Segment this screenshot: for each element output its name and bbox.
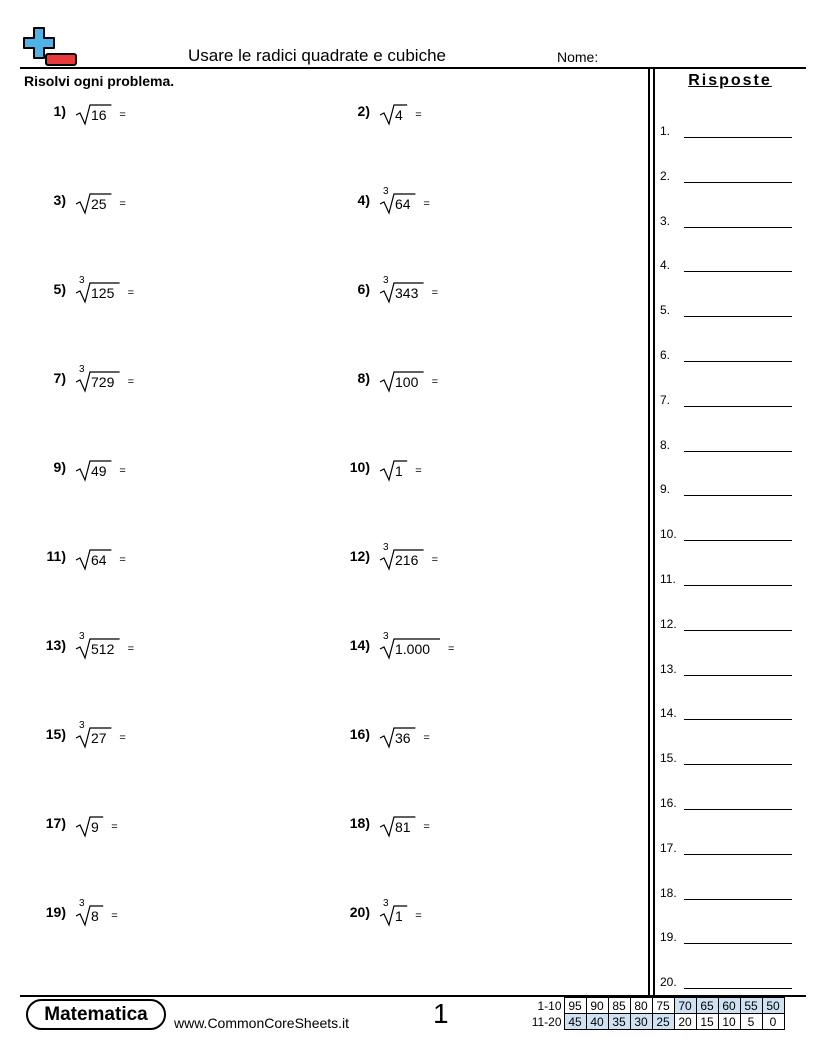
header-divider (20, 67, 806, 69)
radicand: 8 (91, 908, 99, 924)
score-cell: 35 (608, 1014, 630, 1030)
radical-expression (75, 364, 275, 397)
root-index: 3 (79, 275, 85, 286)
root-index: 3 (383, 631, 389, 642)
equals-sign: = (415, 910, 422, 922)
score-cell: 60 (718, 998, 740, 1014)
equals-sign: = (431, 376, 439, 388)
plus-minus-logo-icon (22, 24, 80, 68)
answer-blank[interactable] (660, 389, 792, 407)
equals-sign: = (127, 643, 135, 655)
root-index: 3 (383, 898, 389, 909)
answer-blank[interactable] (660, 792, 792, 810)
problem-number: 11) (46, 548, 66, 564)
answer-blank[interactable] (660, 434, 792, 452)
radicand: 100 (395, 374, 419, 390)
score-row (528, 998, 784, 1014)
problem-number: 10) (349, 459, 370, 475)
problem (342, 542, 622, 575)
root-index: 3 (79, 364, 85, 375)
score-cell: 50 (762, 998, 784, 1014)
answer-blank[interactable] (660, 478, 792, 496)
answer-blank[interactable] (660, 837, 792, 855)
score-cell: 90 (586, 998, 608, 1014)
root-index: 3 (79, 631, 85, 642)
problem (38, 812, 318, 842)
answer-number: 9. (660, 482, 671, 497)
answer-line[interactable] (684, 540, 792, 541)
answer-line[interactable] (684, 630, 792, 631)
answer-number: 1. (660, 124, 671, 138)
score-cell: 25 (652, 1014, 674, 1030)
score-cell: 15 (696, 1014, 718, 1030)
answer-blank[interactable] (660, 971, 792, 989)
score-range-label: 11-20 (531, 1014, 562, 1029)
answer-blank[interactable] (660, 926, 792, 944)
answer-number: 5. (660, 303, 671, 318)
radicand: 36 (395, 730, 411, 746)
answer-number: 14. (660, 706, 677, 721)
page-number: 1 (433, 998, 449, 1029)
radicand: 4 (395, 107, 403, 123)
answer-number: 11. (660, 572, 676, 586)
score-cell: 75 (652, 998, 674, 1014)
equals-sign: = (431, 287, 439, 299)
radicand: 729 (91, 374, 115, 390)
equals-sign: = (431, 554, 439, 566)
problem (342, 812, 622, 842)
radical-expression (379, 186, 579, 219)
problem (342, 631, 622, 664)
problem-number: 16) (349, 726, 370, 742)
problem-number: 14) (349, 637, 370, 653)
radical-expression (75, 545, 275, 575)
score-cell: 40 (586, 1014, 608, 1030)
score-cell: 55 (740, 998, 762, 1014)
equals-sign: = (119, 109, 126, 121)
problem (38, 631, 318, 664)
root-index: 3 (383, 275, 389, 286)
answer-line[interactable] (684, 227, 792, 228)
radical-expression (379, 456, 579, 486)
answer-line[interactable] (684, 899, 792, 900)
radical-expression (379, 367, 579, 397)
problem (342, 367, 622, 397)
answer-line[interactable] (684, 182, 792, 183)
problem-number: 20) (349, 904, 370, 920)
problem-number: 3) (53, 192, 66, 208)
problem (38, 275, 318, 308)
problem (38, 720, 318, 753)
answer-number: 20. (660, 975, 677, 990)
answer-blank[interactable] (660, 702, 792, 720)
answer-line[interactable] (684, 943, 792, 944)
answer-line[interactable] (684, 137, 792, 138)
problem (38, 898, 318, 931)
radical-expression (75, 898, 275, 931)
site-url: www.CommonCoreSheets.it (174, 1015, 350, 1031)
answer-line[interactable] (684, 271, 792, 272)
equals-sign: = (415, 465, 422, 477)
problem-number: 8) (357, 370, 370, 386)
answer-blank[interactable] (660, 613, 792, 631)
answer-blank[interactable] (660, 658, 792, 676)
root-index: 3 (79, 898, 85, 909)
radicand: 16 (91, 107, 107, 123)
answer-blank[interactable] (660, 299, 792, 317)
answer-number: 3. (660, 213, 671, 228)
radicand: 1 (395, 908, 403, 924)
column-divider-right (653, 69, 655, 996)
root-index: 3 (383, 186, 389, 197)
problem (38, 100, 318, 130)
equals-sign: = (111, 910, 118, 922)
score-cell: 10 (718, 1014, 740, 1030)
answer-number: 16. (660, 796, 677, 810)
answer-blank[interactable] (660, 882, 792, 900)
problem-number: 9) (53, 459, 66, 475)
equals-sign: = (423, 821, 430, 833)
answer-line[interactable] (684, 719, 792, 720)
radicand: 9 (91, 819, 99, 835)
problem (38, 364, 318, 397)
answer-blank[interactable] (660, 747, 792, 765)
problem-number: 13) (45, 637, 66, 653)
equals-sign: = (127, 376, 135, 388)
problem (38, 456, 318, 486)
answer-blank[interactable] (660, 344, 792, 362)
answer-blank[interactable] (660, 523, 792, 541)
answer-number: 17. (660, 840, 677, 855)
radical-expression (379, 898, 579, 931)
answer-number: 8. (660, 437, 671, 452)
score-cell: 80 (630, 998, 652, 1014)
problem (342, 723, 622, 753)
problem (38, 545, 318, 575)
problem (342, 898, 622, 931)
problem (342, 186, 622, 219)
answer-line[interactable] (684, 495, 792, 496)
problem-number: 2) (357, 103, 370, 119)
equals-sign: = (423, 198, 430, 210)
score-cell: 0 (762, 1014, 784, 1030)
radical-expression (379, 542, 579, 575)
problem-number: 5) (53, 281, 66, 297)
answer-line[interactable] (684, 809, 792, 810)
score-cell: 95 (564, 998, 586, 1014)
radicand: 81 (395, 819, 411, 835)
answer-number: 7. (660, 392, 671, 407)
root-index: 3 (383, 542, 389, 553)
answer-number: 6. (660, 348, 671, 362)
instructions: Risolvi ogni problema. (24, 73, 175, 89)
score-cell: 5 (740, 1014, 762, 1030)
problem-number: 6) (357, 281, 370, 297)
equals-sign: = (127, 287, 135, 299)
radicand: 49 (91, 463, 107, 479)
answer-line[interactable] (684, 854, 792, 855)
answer-line[interactable] (684, 406, 792, 407)
answers-title: Risposte (688, 72, 772, 89)
worksheet-title: Usare le radici quadrate e cubiche (188, 46, 446, 65)
radical-expression (379, 631, 579, 664)
radicand: 125 (91, 285, 115, 301)
equals-sign: = (415, 109, 422, 121)
answer-line[interactable] (684, 764, 792, 765)
radical-expression (75, 456, 275, 486)
radical-expression (75, 100, 275, 130)
score-range-label: 1-10 (537, 998, 562, 1013)
score-cell: 20 (674, 1014, 696, 1030)
radicand: 216 (395, 552, 419, 568)
radicand: 1 (395, 463, 403, 479)
problem (342, 456, 622, 486)
radicand: 1.000 (395, 641, 431, 657)
answer-number: 19. (660, 930, 677, 945)
radical-expression (379, 275, 579, 308)
score-cell: 30 (630, 1014, 652, 1030)
problem-number: 7) (53, 370, 66, 386)
radical-expression (379, 723, 579, 753)
answer-number: 2. (660, 168, 671, 183)
answer-line[interactable] (684, 675, 792, 676)
answer-blank[interactable] (660, 120, 792, 138)
score-row (528, 1014, 784, 1030)
radicand: 64 (91, 552, 107, 568)
answer-line[interactable] (684, 316, 792, 317)
answer-number: 4. (660, 258, 671, 273)
answer-number: 18. (660, 885, 677, 900)
answer-number: 12. (660, 616, 677, 631)
radical-expression (75, 812, 275, 842)
problem (342, 100, 622, 130)
equals-sign: = (448, 643, 455, 655)
radical-expression (75, 631, 275, 664)
radical-expression (379, 100, 579, 130)
equals-sign: = (119, 198, 126, 210)
problem-number: 18) (349, 815, 370, 831)
brand-badge: Matematica (26, 999, 166, 1030)
score-cell: 70 (674, 998, 696, 1014)
problem-number: 15) (45, 726, 66, 742)
answer-number: 13. (660, 661, 677, 676)
radical-expression (75, 720, 275, 753)
column-divider-left (648, 69, 650, 996)
radicand: 27 (91, 730, 107, 746)
answer-line[interactable] (684, 585, 792, 586)
equals-sign: = (119, 554, 126, 566)
radicand: 343 (395, 285, 419, 301)
problem-number: 19) (45, 904, 66, 920)
answer-line[interactable] (684, 361, 792, 362)
problem-number: 1) (53, 103, 66, 119)
radical-expression (75, 275, 275, 308)
score-cell: 45 (564, 1014, 586, 1030)
score-cell: 65 (696, 998, 718, 1014)
problem-number: 17) (45, 815, 66, 831)
equals-sign: = (111, 821, 118, 833)
radicand: 512 (91, 641, 115, 657)
score-cell: 85 (608, 998, 630, 1014)
answer-line[interactable] (684, 988, 792, 989)
answer-blank[interactable] (660, 568, 792, 586)
problem-number: 12) (349, 548, 370, 564)
answer-line[interactable] (684, 451, 792, 452)
radicand: 64 (395, 196, 411, 212)
radicand: 25 (91, 196, 107, 212)
radical-expression (379, 812, 579, 842)
root-index: 3 (79, 720, 85, 731)
equals-sign: = (423, 732, 430, 744)
problem-number: 4) (357, 192, 370, 208)
name-label: Nome: (557, 49, 599, 65)
answer-blank[interactable] (660, 210, 792, 228)
score-table (528, 997, 785, 1030)
radical-expression (75, 189, 275, 219)
equals-sign: = (119, 465, 126, 477)
problem (342, 275, 622, 308)
answer-blank[interactable] (660, 165, 792, 183)
problem (38, 189, 318, 219)
equals-sign: = (119, 732, 126, 744)
answer-number: 10. (660, 527, 677, 542)
answer-number: 15. (660, 751, 677, 766)
answer-blank[interactable] (660, 254, 792, 272)
